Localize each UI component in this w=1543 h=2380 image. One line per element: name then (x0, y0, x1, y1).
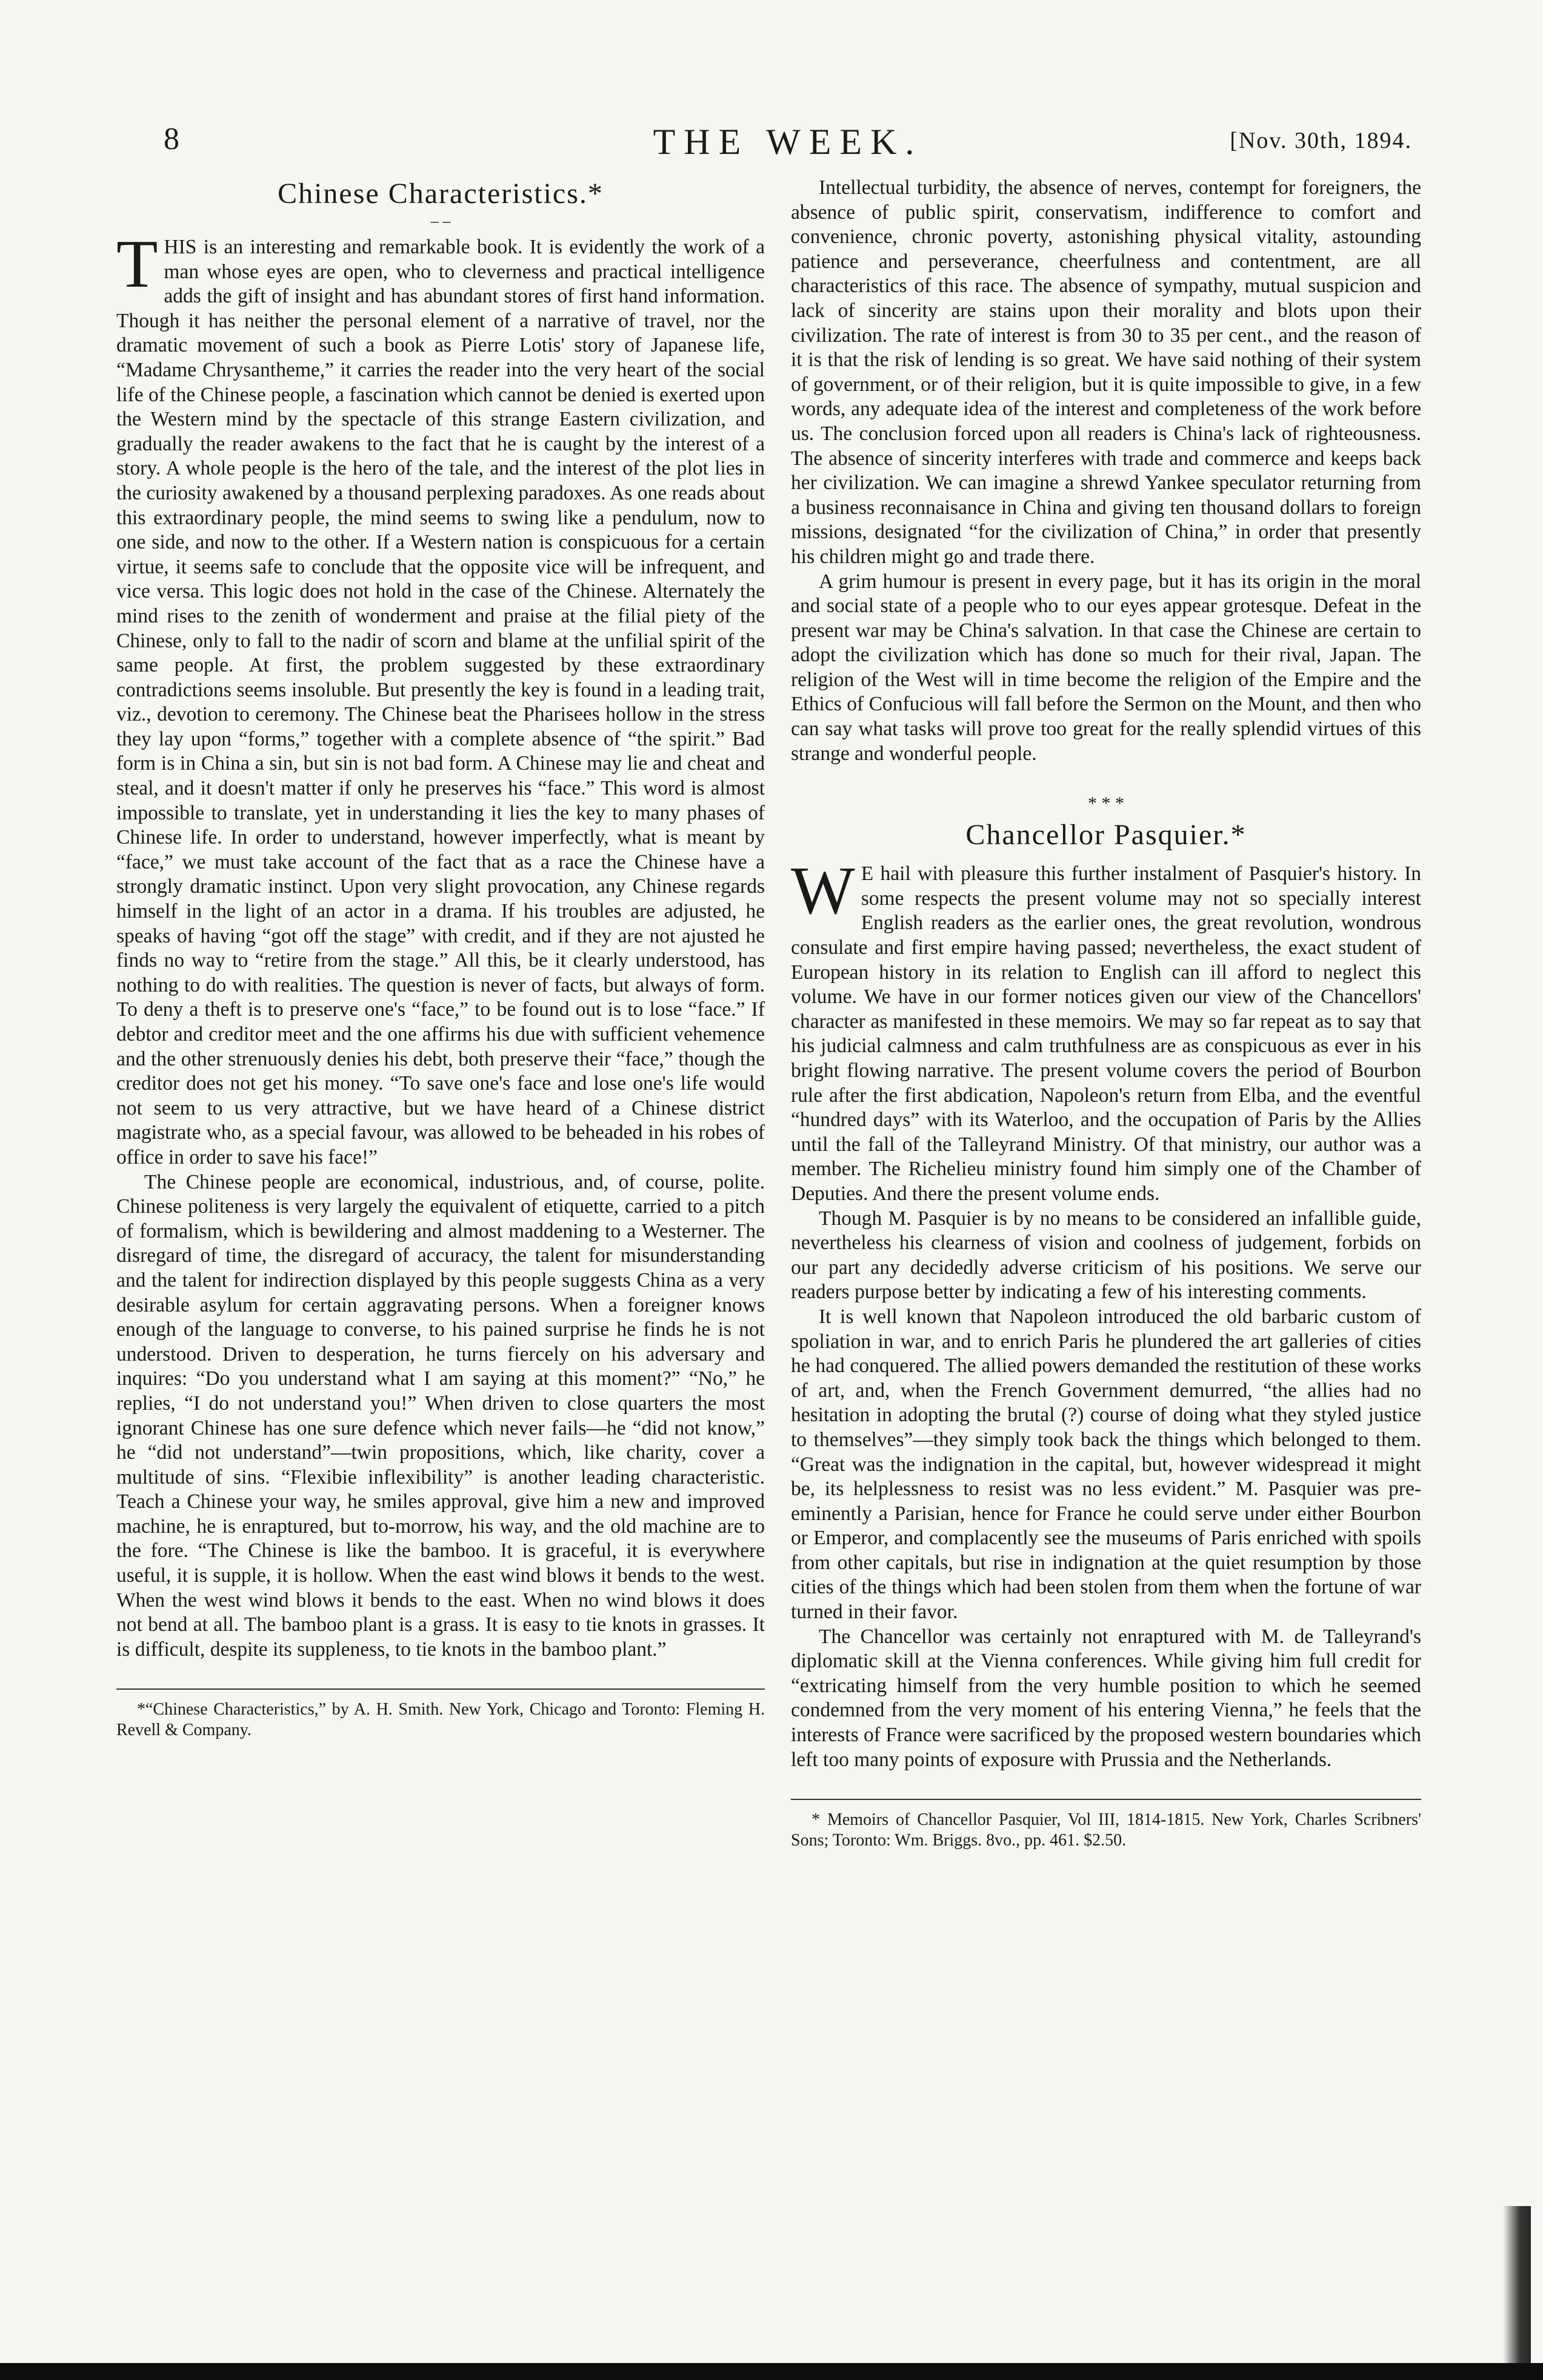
page-number: 8 (164, 122, 179, 156)
left-column (116, 176, 765, 1741)
article-title-chancellor-pasquier: Chancellor Pasquier.* (965, 819, 1247, 852)
article2-paragraph-4: The Chancellor was certainly not enraptured with M. de Talleyrand's diplomatic skill at the Vienna conferences. While giving him full credit for “extricating himself from the very humble position to which he seemed condemned from the very moment of his entering Vienna,” he feels that the interests of France were sacrificed by the proposed western boundaries which left too many points of exposure with Prussia and the Netherlands. (791, 1625, 1421, 1771)
article1-footnote: *“Chinese Characteristics,” by A. H. Smith. New York, Chicago and Toronto: Fleming H. Revell & Company. (116, 1700, 765, 1740)
page-header (164, 121, 1412, 170)
article2-paragraph-2: Though M. Pasquier is by no means to be considered an infallible guide, nevertheless his clearness of vision and coolness of judgement, forbids on our part any decidedly adverse criticism of his positions. We serve our readers purpose better by indicating a few of his interesting comments. (791, 1207, 1421, 1304)
article1-paragraph-1-text: HIS is an interesting and remarkable book. It is evidently the work of a man whose eyes are open, who to cleverness and practical intelligence adds the gift of insight and has abundant stores of first hand information. Though it has neither the personal element of a narrative of travel, nor the dramatic movement of such a book as Pierre Lotis' story of Japanese life, “Madame Chrysantheme,” it carries the reader into the very heart of the social life of the Chinese people, a fascination which cannot be denied is exerted upon the Western mind by the spectacle of this strange Eastern civilization, and gradually the reader awakens to the fact that he is caught by the interest of a story. A whole people is the hero of the tale, and the interest of the plot lies in the curiosity awakened by a thousand perplexing paradoxes. As one reads about this extraordinary people, the mind seems to swing like a pendulum, now to one side, and now to the other. If a Western nation is conspicuous for a certain virtue, it seems safe to conclude that the opposite vice will be infrequent, and vice versa. This logic does not hold in the case of the Chinese. Alternately the mind rises to the zenith of wonderment and praise at the filial piety of the Chinese, only to fall to the nadir of scorn and blame at the unfilial spirit of the same people. At first, the problem suggested by these extraordinary contradictions seems insoluble. But presently the key is found in a leading trait, viz., devotion to ceremony. The Chinese beat the Pharisees hollow in the stress they lay upon “forms,” together with a complete absence of “the spirit.” Bad form is in China a sin, but sin is not bad form. A Chinese may lie and cheat and steal, and it doesn't matter if only he preserves his “face.” This word is almost impossible to translate, yet in understanding it lies the key to many phases of Chinese life. In order to understand, however imperfectly, what is meant by “face,” we must take account of the fact that as a race the Chinese have a strongly dramatic instinct. Upon very slight provocation, any Chinese regards himself in the light of an actor in a drama. If his troubles are adjusted, he speaks of having “got off the stage” with credit, and if they are not ajusted he finds no way to “retire from the stage.” All this, be it clearly understood, has nothing to do with realities. The question is never of facts, but always of form. To deny a theft is to preserve one's “face,” to be found out is to lose “face.” If debtor and creditor meet and the one affirms his due with sufficient vehemence and the other strenuously denies his debt, both preserve their “face,” though the creditor does not get his money. “To save one's face and lose one's life would not seem to us very attractive, but we have heard of a Chinese district magistrate who, as a special favour, was allowed to be beheaded in his robes of office in order to save his face!” (116, 236, 765, 1168)
right-column (791, 176, 1421, 1851)
article1-paragraph-4: A grim humour is present in every page, but it has its origin in the moral and social state of a people who to our eyes appear grotesque. Defeat in the present war may be China's salvation. In that case the Chinese are certain to adopt the civilization which has done so much for their rival, Japan. The religion of the West will in time become the religion of the Empire and the Ethics of Confucious will fall before the Sermon on the Mount, and then who can say what tasks will prove too great for the really splendid virtues of this strange and wonderful people. (791, 570, 1421, 765)
scan-edge-mark (1503, 2206, 1531, 2364)
section-separator: * * * (1088, 793, 1124, 814)
scan-bottom-edge (0, 2363, 1543, 2380)
title-divider: – – (430, 212, 451, 230)
article2-paragraph-3: It is well known that Napoleon introduced the old barbaric custom of spoliation in war, and to enrich Paris he plundered the art galleries of cities he had conquered. The allied powers demanded the restitution of these works of art, and, when the French Government demurred, “the allies had no hesitation in adopting the brutal (?) course of doing what they styled justice to themselves”—they simply took back the things which belonged to them. “Great was the indignation in the capital, but, however widespread it might be, its helplessness to resist was no less evident.” M. Pasquier was pre-eminently a Parisian, hence for France he could serve under either Bourbon or Emperor, and complacently see the museums of Paris enriched with spoils from other capitals, but rise in indignation at the quiet resumption by those cities of the things which had been stolen from them when the fortune of war turned in their favor. (791, 1305, 1421, 1624)
article2-footnote: * Memoirs of Chancellor Pasquier, Vol III, 1814-1815. New York, Charles Scribners' Sons; Toronto: Wm. Briggs. 8vo., pp. 461. $2.50. (791, 1810, 1421, 1850)
issue-date: [Nov. 30th, 1894. (1230, 128, 1412, 153)
article2-paragraph-1-text: E hail with pleasure this further instalment of Pasquier's history. In some respects the present volume may not so specially interest English readers as the earlier ones, the great revolution, wondrous consulate and first empire having passed; nevertheless, the exact student of European history in its relation to English can ill afford to neglect this volume. We have in our former notices given our view of the Chancellors' character as manifested in these memoirs. We may so far repeat as to say that his judicial calmness and calm truthfulness are as conspicuous as ever in his bright flowing narrative. The present volume covers the period of Bourbon rule after the first abdication, Napoleon's return from Elba, and the eventful “hundred days” with its Waterloo, and the occupation of Paris by the Allies until the fall of the Talleyrand Ministry. Of that ministry, our author was a member. The Richelieu ministry found him simply one of the Chamber of Deputies. And there the present volume ends. (791, 862, 1421, 1205)
drop-cap-t: T (116, 227, 158, 302)
drop-cap-w: W (791, 853, 855, 929)
article-title-chinese-characteristics: Chinese Characteristics.* (278, 178, 604, 210)
article1-paragraph-3: Intellectual turbidity, the absence of nerves, contempt for foreigners, the absence of public spirit, conservatism, indifference to comfort and convenience, chronic poverty, astonishing physical vitality, astounding patience and perseverance, cheerfulness and contentment, are all characteristics of this race. The absence of sympathy, mutual suspicion and lack of sincerity are stains upon their morality and blots upon their civilization. The rate of interest is from 30 to 35 per cent., and the reason of it is that the risk of lending is so great. We have said nothing of their system of government, or of their religion, but it is quite impossible to give, in a few words, any adequate idea of the interest and completeness of the work before us. The conclusion forced upon all readers is China's lack of righteousness. The absence of sincerity interferes with trade and commerce and keeps back her civilization. We can imagine a shrewd Yankee speculator returning from a business reconnaisance in China and giving ten thousand dollars to foreign missions, designated “for the civilization of China,” in order that presently his children might go and trade there. (791, 176, 1421, 568)
article1-paragraph-2: The Chinese people are economical, industrious, and, of course, polite. Chinese politeness is very largely the equivalent of etiquette, carried to a pitch of formalism, which is bewildering and almost maddening to a Westerner. The disregard of time, the disregard of accuracy, the talent for misunderstanding and the talent for indirection displayed by this people suggests China as a very desirable asylum for certain aggravating persons. When a foreigner knows enough of the language to converse, to his pained surprise he finds he is not understood. Driven to desperation, he turns fiercely on his adversary and inquires: “Do you understand what I am saying at this moment?” “No,” he replies, “I do not understand you!” When driven to close quarters the most ignorant Chinese has one sure defence which never fails—he “did not know,” he “did not understand”—twin propositions, which, like charity, cover a multitude of sins. “Flexibie inflexibility” is another leading characteristic. Teach a Chinese your way, he smiles approval, give him a new and improved machine, he is enraptured, but to-morrow, his way, and the old machine are to the fore. “The Chinese is like the bamboo. It is graceful, it is everywhere useful, it is supple, it is hollow. When the east wind blows it bends to the west. When the west wind blows it bends to the east. When no wind blows it does not bend at all. The bamboo plant is a grass. It is easy to tie knots in grasses. It is difficult, despite its suppleness, to tie knots in the bamboo plant.” (116, 1170, 765, 1661)
article2-paragraph-1 (791, 853, 1421, 1206)
footnote-rule-right (791, 1799, 1421, 1800)
article1-paragraph-1 (116, 227, 765, 1170)
masthead: THE WEEK. (653, 122, 923, 162)
footnote-rule (116, 1688, 765, 1690)
